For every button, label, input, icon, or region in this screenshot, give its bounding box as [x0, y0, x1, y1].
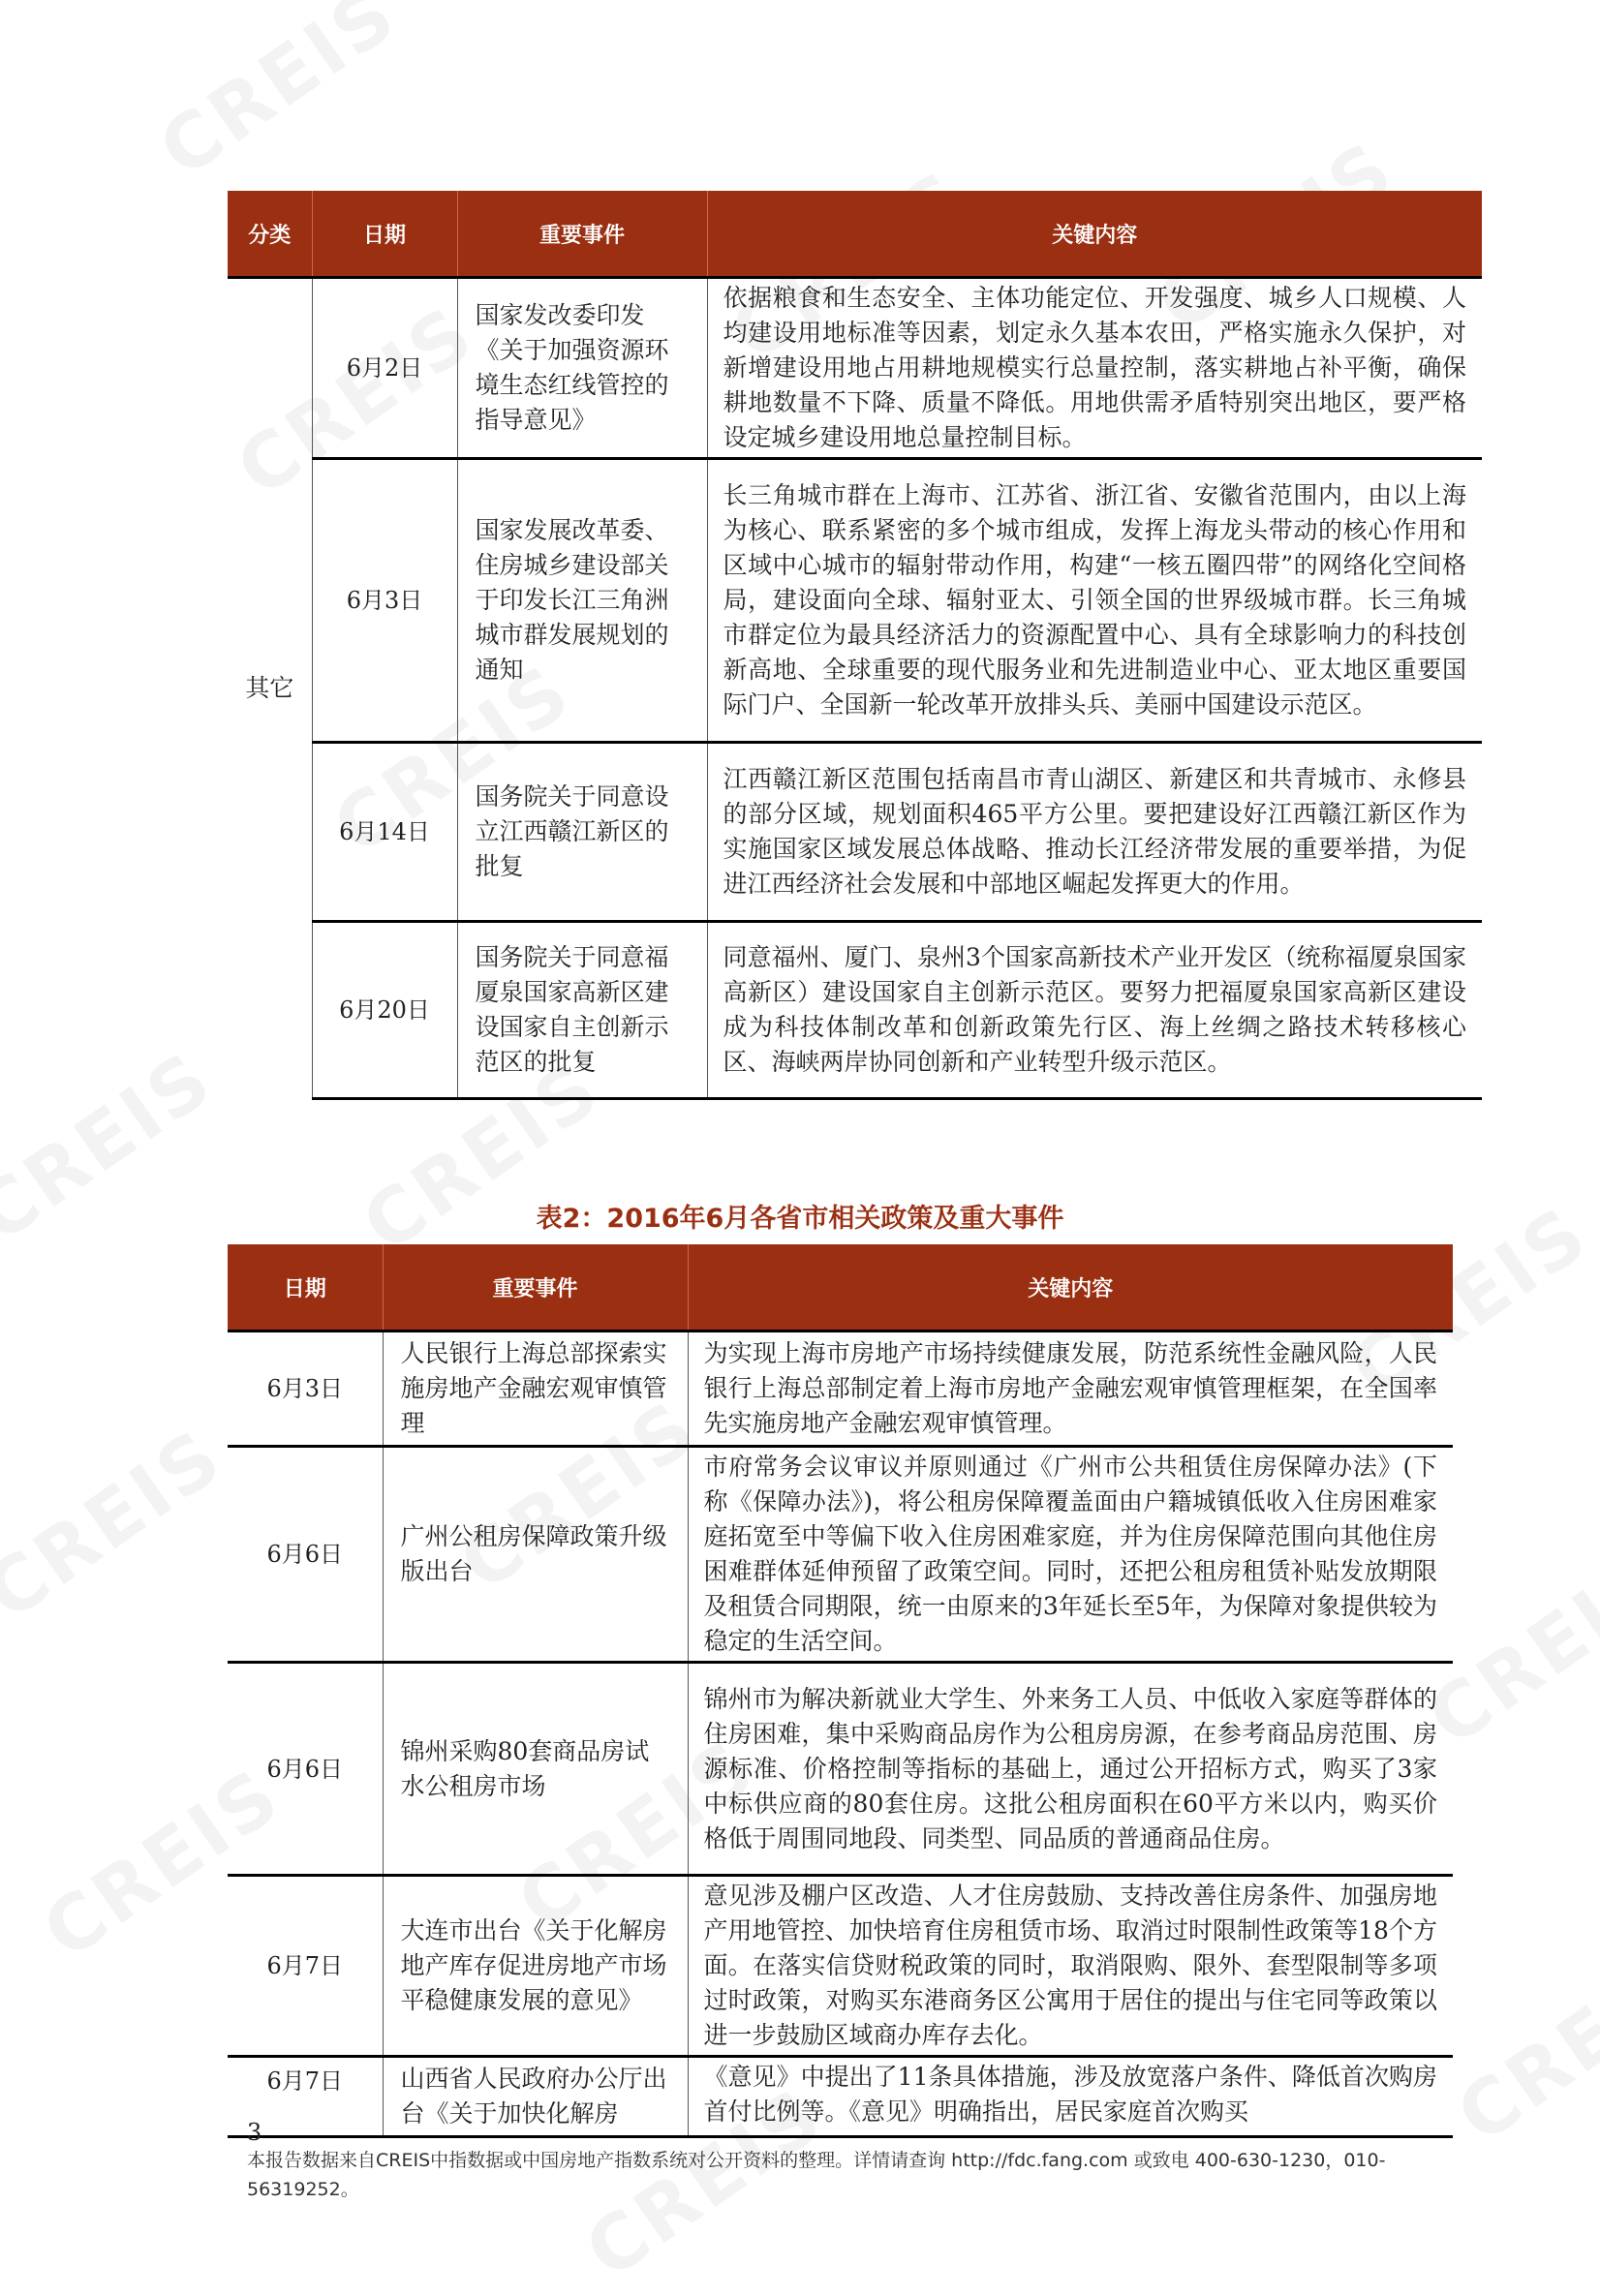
watermark: [144, 0, 414, 195]
content-cell: 依据粮食和生态安全、主体功能定位、开发强度、城乡人口规模、人均建设用地标准等因素，划定永久基本农田，严格实施永久保护，对新增建设用地占用耕地规模实行总量控制，落实耕地占补平衡，确保耕地数量不下降、质量不降低。用地供需矛盾特别突出地区，要严格设定城乡建设用地总量控制目标。: [707, 278, 1482, 459]
date-cell: 6月6日: [228, 1663, 383, 1876]
page-number: 3: [247, 2119, 262, 2146]
date-cell: 6月7日: [228, 1876, 383, 2057]
header-content: 关键内容: [707, 191, 1482, 278]
event-cell: 大连市出台《关于化解房地产库存促进房地产市场平稳健康发展的意见》: [383, 1876, 688, 2057]
table-row: [228, 459, 1482, 743]
header-event: 重要事件: [457, 191, 707, 278]
event-cell: 锦州采购80套商品房试水公租房市场: [383, 1663, 688, 1876]
watermark: [0, 1413, 239, 1638]
event-cell: 国务院关于同意设立江西赣江新区的批复: [457, 743, 707, 922]
content-cell: 市府常务会议审议并原则通过《广州市公共租赁住房保障办法》(下称《保障办法》)，将公租房保障覆盖面由户籍城镇低收入住房困难家庭拓宽至中等偏下收入住房困难家庭，并为住房保障范围向其他住房困难群体延伸预留了政策空间。同时，还把公租房租赁补贴发放期限及租赁合同期限，统一由原来的3年延长至5年，为保障对象提供较为稳定的生活空间。: [688, 1447, 1453, 1663]
header-date: 日期: [228, 1244, 383, 1332]
content-cell: 锦州市为解决新就业大学生、外来务工人员、中低收入家庭等群体的住房困难，集中采购商品房作为公租房房源，在参考商品房范围、房源标准、价格控制等指标的基础上，通过公开招标方式，购买了3家中标供应商的80套住房。这批公租房面积在60平方米以内，购买价格低于周围同地段、同类型、同品质的普通商品住房。: [688, 1663, 1453, 1876]
content-cell: 同意福州、厦门、泉州3个国家高新技术产业开发区（统称福厦泉国家高新区）建设国家自主创新示范区。要努力把福厦泉国家高新区建设成为科技体制改革和创新政策先行区、海上丝绸之路技术转移核心区、海峡两岸协同创新和产业转型升级示范区。: [707, 922, 1482, 1099]
footer-note: 本报告数据来自CREIS中指数据或中国房地产指数系统对公开资料的整理。详情请查询 http://fdc.fang.com 或致电 400-630-1230，010-56319252。: [247, 2150, 1386, 2200]
content-cell: 长三角城市群在上海市、江苏省、浙江省、安徽省范围内，由以上海为核心、联系紧密的多个城市组成，发挥上海龙头带动的核心作用和区域中心城市的辐射带动作用，构建“一核五圈四带”的网络化空间格局，建设面向全球、辐射亚太、引领全国的世界级城市群。长三角城市群定位为最具经济活力的资源配置中心、具有全球影响力的科技创新高地、全球重要的现代服务业和先进制造业中心、亚太地区重要国际门户、全国新一轮改革开放排头兵、美丽中国建设示范区。: [707, 459, 1482, 743]
category-cell: 其它: [245, 674, 294, 703]
watermark: [1442, 1936, 1600, 2160]
table-row: [228, 1447, 1453, 1663]
table-row: [228, 1332, 1453, 1447]
table-row: [228, 278, 1482, 459]
event-cell: 山西省人民政府办公厅出台《关于加快化解房: [383, 2057, 688, 2137]
event-cell: 人民银行上海总部探索实施房地产金融宏观审慎管理: [383, 1332, 688, 1447]
provincial-events-table: [228, 1244, 1453, 2138]
table-header-row: [228, 1244, 1453, 1332]
header-date: 日期: [312, 191, 457, 278]
date-cell: 6月14日: [312, 743, 457, 922]
table-row: [228, 743, 1482, 922]
table2-caption: 表2：2016年6月各省市相关政策及重大事件: [536, 1204, 1064, 1234]
table-row: [228, 1663, 1453, 1876]
date-cell: 6月3日: [228, 1332, 383, 1447]
date-cell: 6月7日: [228, 2057, 383, 2137]
table-header-row: [228, 191, 1482, 278]
event-cell: 广州公租房保障政策升级版出台: [383, 1447, 688, 1663]
event-cell: 国家发展改革委、住房城乡建设部关于印发长江三角洲城市群发展规划的通知: [457, 459, 707, 743]
header-event: 重要事件: [383, 1244, 688, 1332]
event-cell: 国务院关于同意福厦泉国家高新区建设国家自主创新示范区的批复: [457, 922, 707, 1099]
event-cell: 国家发改委印发《关于加强资源环境生态红线管控的指导意见》: [457, 278, 707, 459]
header-content: 关键内容: [688, 1244, 1453, 1332]
national-events-table: [228, 191, 1482, 1100]
content-cell: 江西赣江新区范围包括南昌市青山湖区、新建区和共青城市、永修县的部分区域，规划面积465平方公里。要把建设好江西赣江新区作为实施国家区域发展总体战略、推动长江经济带发展的重要举措，为促进江西经济社会发展和中部地区崛起发挥更大的作用。: [707, 743, 1482, 922]
date-cell: 6月3日: [312, 459, 457, 743]
date-cell: 6月6日: [228, 1447, 383, 1663]
table-row: [228, 2057, 1453, 2137]
header-category: 分类: [228, 191, 312, 278]
table-row: [228, 922, 1482, 1099]
table-row: [228, 1876, 1453, 2057]
content-cell: 《意见》中提出了11条具体措施，涉及放宽落户条件、降低首次购房首付比例等。《意见》明确指出，居民家庭首次购买: [688, 2057, 1453, 2137]
content-cell: 为实现上海市房地产市场持续健康发展，防范系统性金融风险，人民银行上海总部制定着上海市房地产金融宏观审慎管理框架，在全国率先实施房地产金融宏观审慎管理。: [688, 1332, 1453, 1447]
date-cell: 6月20日: [312, 922, 457, 1099]
date-cell: 6月2日: [312, 278, 457, 459]
content-cell: 意见涉及棚户区改造、人才住房鼓励、支持改善住房条件、加强房地产用地管控、加快培育住房租赁市场、取消过时限制性政策等18个方面。在落实信贷财税政策的同时，取消限购、限外、套型限制等多项过时政策，对购买东港商务区公寓用于居住的提出与住宅同等政策以进一步鼓励区域商办库存去化。: [688, 1876, 1453, 2057]
